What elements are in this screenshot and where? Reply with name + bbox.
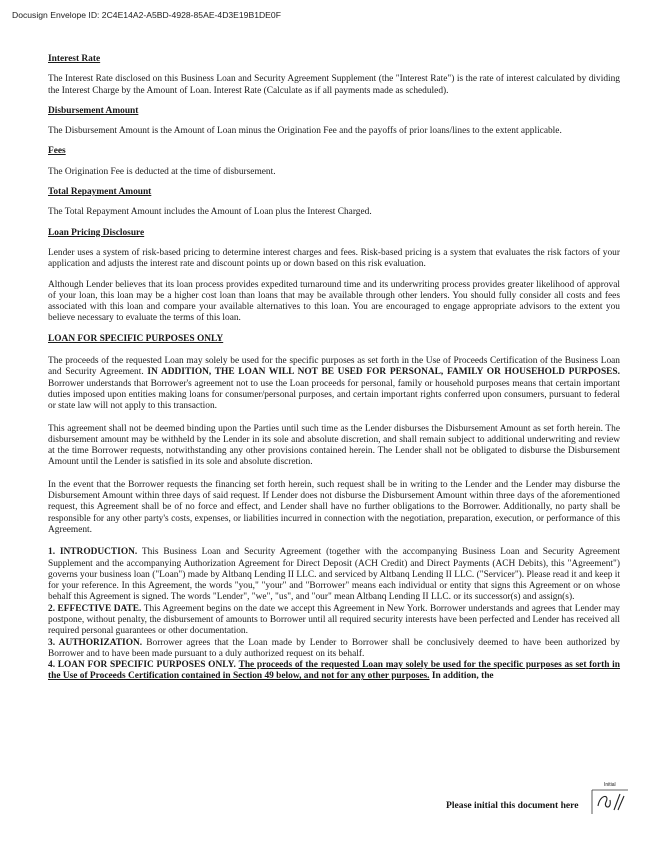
interest-rate-text: The Interest Rate disclosed on this Business Loan and Security Agreement Supplement (the "Interest Rate") is the rate of interest calculated by dividing the Interest Charge by the Amount of Loan. Interest Rate (Calculate as if all payments made as scheduled). [48,74,620,96]
clause-1-label: 1. INTRODUCTION. [48,547,138,558]
clause-2-text: This Agreement begins on the date we accept this Agreement in New York. Borrower understands and agrees that Lender may postpone, without penalty, the disbursement of amounts to Borrower until all required security interests have been perfected and Lender has received all required personal guarantees or other documentation. [48,603,620,637]
interest-rate-heading: Interest Rate [48,54,101,64]
clause-4-underlined: The proceeds of the requested Loan may solely be used for the specific purposes as set forth in the Use of Proceeds Certification contained in Section 49 below, and not for any other purposes. [48,660,621,682]
event-text: In the event that the Borrower requests the financing set forth herein, such request shall be in writing to the Lender and the Lender may disburse the Disbursement Amount within three days of said request. If Lender does not disburse the Disbursement Amount within three days of the aforementioned request, this Agreement shall be of no force and effect, and Lender shall have no further obligations to the Borrower. Additionally, no party shall be responsible for any other party's costs, expenses, or liabilities incurred in connection with the negotiation, preparation, execution, or performance of this Agreement. [48,479,620,535]
clause-introduction [48,547,620,603]
document-body [48,54,620,683]
initial-label: Initial [604,782,616,788]
disbursement-text: The Disbursement Amount is the Amount of Loan minus the Origination Fee and the payoffs of prior loans/lines to the extent applicable. [48,126,562,137]
pricing-text-2: Although Lender believes that its loan process provides expedited turnaround time and its underwriting process provides greater likelihood of approval of your loan, this loan may be a higher cost loan than loans that may be available through other lenders. You should fully consider all costs and fees associated with this loan and compare your available alternatives to this loan. You are encouraged to engage appropriate advisors to the extent you believe necessary to evaluate the terms of this loan. [48,279,620,324]
specific-purposes-text [48,356,620,412]
clause-2-label: 2. EFFECTIVE DATE. [48,603,142,614]
clause-1-text: This Business Loan and Security Agreement (together with the accompanying Business Loan and Security Agreement Supplement and the accompanying Authorization Agreement for Direct Deposit (ACH Credit) and Direct Payments (ACH Debits), this "Agreement") governs your business loan ("Loan") made by Altbanq Lending II LLC. and serviced by Altbanq Lending II LLC. ("Servicer"). Please read it and keep it for your reference. In this Agreement, the words "you," "your" and "Borrower" means each individual or entity that signs this Agreement or on whose behalf this Agreement is signed. The words "Lender", "we", "us", and "our" mean Altbanq Lending II LLC. or its successor(s) and assign(s). [48,547,621,603]
clause-3-text: Borrower agrees that the Loan made by Lender to Borrower shall be conclusively deemed to have been authorized by Borrower and to have been made pursuant to a duly authorized request on its behalf. [48,637,620,659]
initial-signature-box[interactable] [588,786,632,818]
pricing-text-1: Lender uses a system of risk-based pricing to determine interest charges and fees. Risk-based pricing is a system that evaluates the risk factors of your application and adjusts the interest rate and discount points up or down based on this risk evaluation. [48,247,620,270]
binding-text: This agreement shall not be deemed binding upon the Parties until such time as the Lender disburses the Disbursement Amount as set forth herein. The disbursement amount may be withheld by the Lender in its sole and absolute discretion, and shall remain subject to additional underwriting and review at the time Borrower requests, notwithstanding any other provisions contained herein. The Lender shall not be obligated to disburse the Disbursement Amount until the Lender is satisfied in its sole and absolute discretion. [48,423,620,468]
total-repayment-text: The Total Repayment Amount includes the Amount of Loan plus the Interest Charged. [48,207,372,218]
fees-heading: Fees [48,146,66,157]
initial-instruction: Please initial this document here [446,800,579,811]
clause-effective-date [48,604,620,638]
handwritten-initials-icon [598,794,624,810]
disbursement-heading: Disbursement Amount [48,105,139,116]
total-repayment-heading: Total Repayment Amount [48,187,152,198]
envelope-id: Docusign Envelope ID: 2C4E14A2-A5BD-4928-85AE-4D3E19B1DE0F [12,10,281,20]
specific-purposes-heading: LOAN FOR SPECIFIC PURPOSES ONLY [48,333,224,344]
fees-text: The Origination Fee is deducted at the time of disbursement. [48,166,276,177]
clause-specific-purposes [48,660,620,683]
clause-4-tail: In addition, the [429,671,494,682]
specific-text-b: Borrower understands that Borrower's agreement not to use the Loan proceeds for personal, family or household purposes means that certain important duties imposed upon entities making loans for consumer/personal purposes, and certain important rights conferred upon consumers, pursuant to federal or state law will not apply to this transaction. [48,378,620,412]
pricing-heading: Loan Pricing Disclosure [48,227,145,238]
specific-text-bold: IN ADDITION, THE LOAN WILL NOT BE USED FOR PERSONAL, FAMILY OR HOUSEHOLD PURPOSES. [147,367,620,378]
clause-3-label: 3. AUTHORIZATION. [48,637,143,648]
clause-authorization [48,638,620,661]
clause-4-label: 4. LOAN FOR SPECIFIC PURPOSES ONLY. [48,660,236,671]
specific-text-a: The proceeds of the requested Loan may solely be used for the specific purposes as set forth in the Use of Proceeds Certification of the Business Loan and Security Agreement. [48,356,620,378]
